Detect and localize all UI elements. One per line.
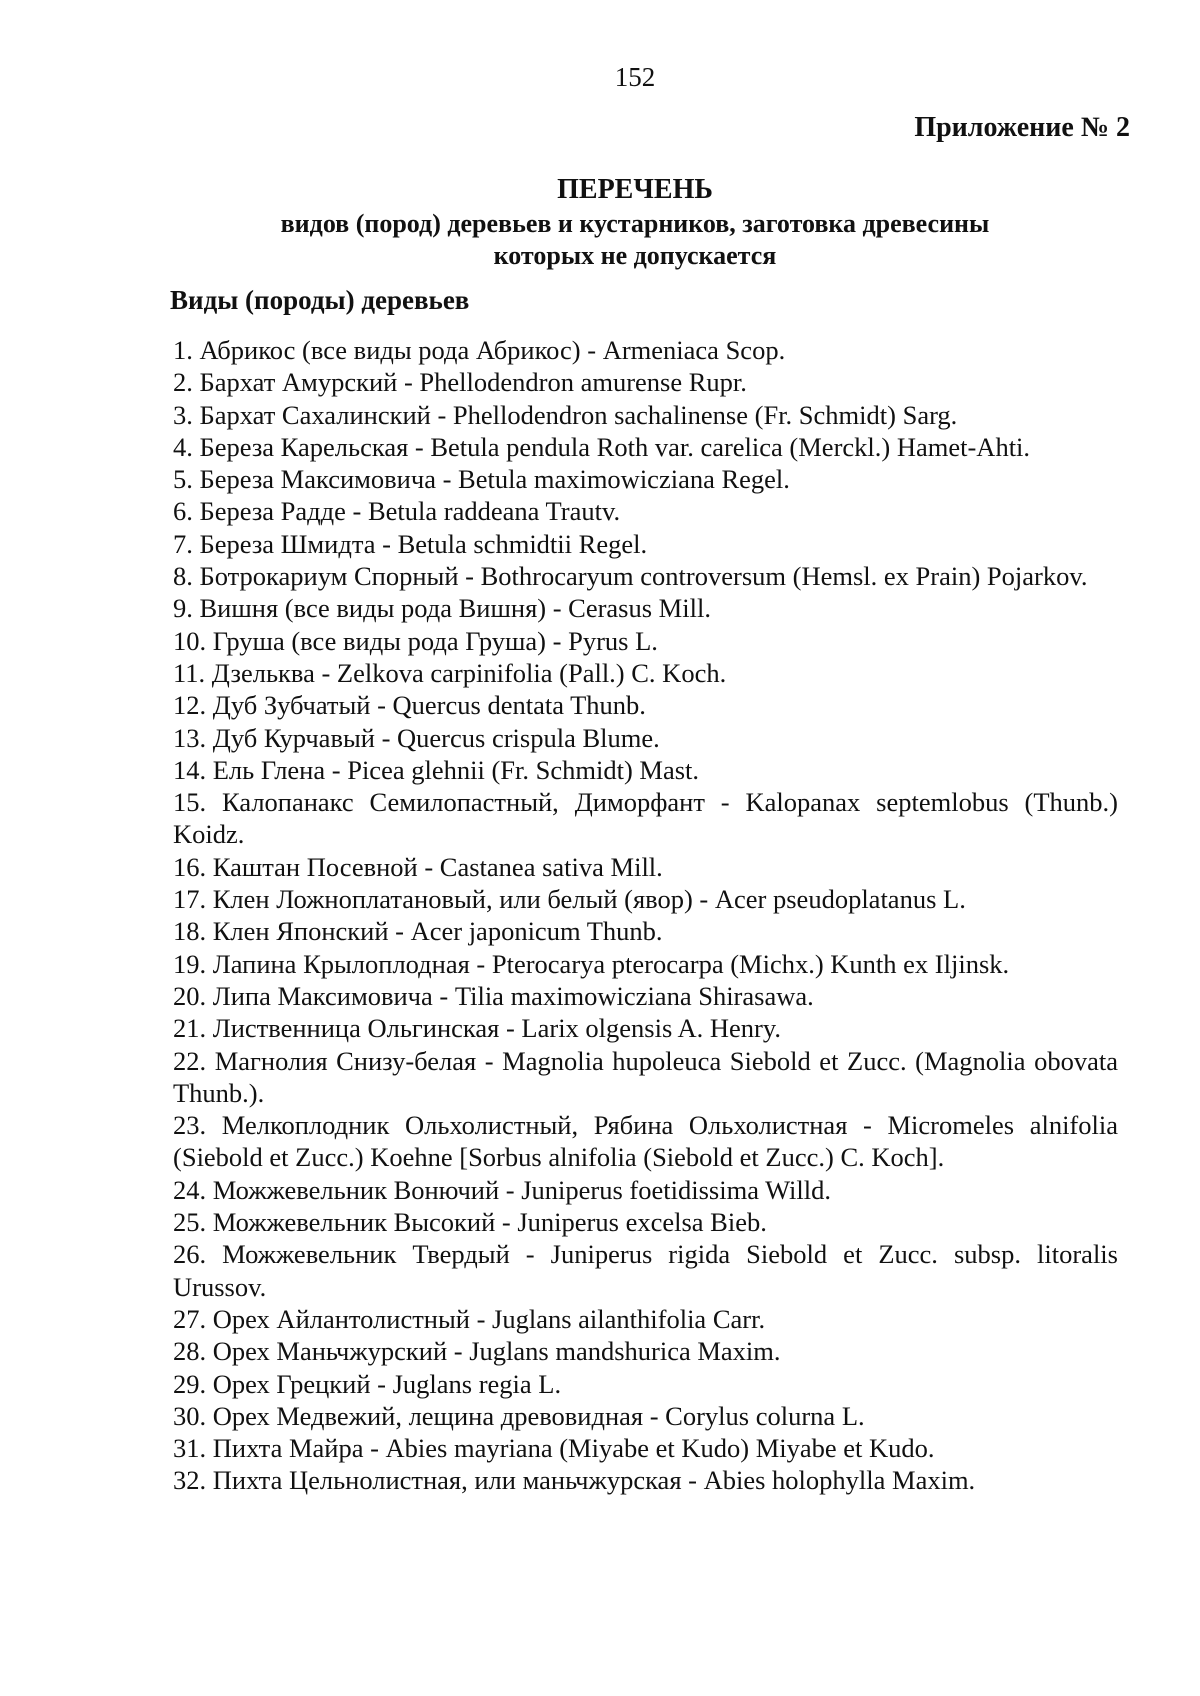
list-item: 30. Орех Медвежий, лещина древовидная - Corylus colurna L. bbox=[173, 1400, 865, 1431]
list-item: 29. Орех Грецкий - Juglans regia L. bbox=[173, 1368, 562, 1399]
list-item: 26. Можжевельник Твердый - Juniperus rigida Siebold et Zucc. subsp. litoralis Urussov. bbox=[173, 1239, 1118, 1302]
appendix-label: Приложение № 2 bbox=[914, 112, 1130, 143]
list-item: 31. Пихта Майра - Abies mayriana (Miyabe et Kudo) Miyabe et Kudo. bbox=[173, 1433, 935, 1464]
document-title bbox=[160, 172, 1110, 272]
species-list bbox=[173, 334, 1118, 1497]
list-item: 21. Лиственница Ольгинская - Larix olgensis A. Henry. bbox=[173, 1013, 781, 1044]
list-item: 8. Ботрокариум Спорный - Bothrocaryum controversum (Hemsl. ex Prain) Pojarkov. bbox=[173, 561, 1088, 592]
list-item: 14. Ель Глена - Picea glehnii (Fr. Schmidt) Mast. bbox=[173, 754, 700, 785]
list-item: 11. Дзельква - Zelkova carpinifolia (Pall.) C. Koch. bbox=[173, 657, 727, 688]
list-item: 23. Мелкоплодник Ольхолистный, Рябина Ольхолистная - Micromeles alnifolia (Siebold et Zucc.) Koehne [Sorbus alnifolia (Siebold et Zucc.) C. Koch]. bbox=[173, 1110, 1118, 1173]
list-item: 25. Можжевельник Высокий - Juniperus excelsa Bieb. bbox=[173, 1207, 767, 1238]
list-item: 4. Береза Карельская - Betula pendula Roth var. carelica (Merckl.) Hamet-Ahti. bbox=[173, 431, 1031, 462]
list-item: 12. Дуб Зубчатый - Quercus dentata Thunb. bbox=[173, 690, 646, 721]
section-heading: Виды (породы) деревьев bbox=[170, 285, 470, 315]
list-item: 2. Бархат Амурский - Phellodendron amurense Rupr. bbox=[173, 367, 747, 398]
list-item: 13. Дуб Курчавый - Quercus crispula Blume. bbox=[173, 722, 660, 753]
list-item: 16. Каштан Посевной - Castanea sativa Mill. bbox=[173, 851, 663, 882]
list-item: 1. Абрикос (все виды рода Абрикос) - Armeniaca Scop. bbox=[173, 335, 786, 365]
title-line-3: которых не допускается bbox=[493, 241, 777, 270]
title-main: ПЕРЕЧЕНЬ bbox=[557, 174, 713, 205]
page-number: 152 bbox=[614, 62, 656, 92]
list-item: 9. Вишня (все виды рода Вишня) - Cerasus Mill. bbox=[173, 593, 711, 624]
list-item: 17. Клен Ложноплатановый, или белый (явор) - Acer pseudoplatanus L. bbox=[173, 884, 966, 915]
list-item: 5. Береза Максимовича - Betula maximowicziana Regel. bbox=[173, 464, 790, 495]
list-item: 20. Липа Максимовича - Tilia maximowicziana Shirasawa. bbox=[173, 980, 814, 1011]
list-item: 19. Лапина Крылоплодная - Pterocarya pterocarpa (Michx.) Kunth ex Iljinsk. bbox=[173, 948, 1010, 979]
list-item: 18. Клен Японский - Acer japonicum Thunb. bbox=[173, 916, 663, 947]
title-line-2: видов (пород) деревьев и кустарников, заготовка древесины bbox=[280, 209, 990, 238]
list-item: 15. Калопанакс Семилопастный, Диморфант - Kalopanax septemlobus (Thunb.) Koidz. bbox=[173, 787, 1118, 850]
list-item: 3. Бархат Сахалинский - Phellodendron sachalinense (Fr. Schmidt) Sarg. bbox=[173, 399, 958, 430]
list-item: 7. Береза Шмидта - Betula schmidtii Regel. bbox=[173, 528, 648, 559]
list-item: 27. Орех Айлантолистный - Juglans ailanthifolia Carr. bbox=[173, 1303, 766, 1334]
list-item: 22. Магнолия Снизу-белая - Magnolia hupoleuca Siebold et Zucc. (Magnolia obovata Thunb.). bbox=[173, 1045, 1118, 1108]
list-item: 10. Груша (все виды рода Груша) - Pyrus L. bbox=[173, 625, 658, 656]
list-item: 6. Береза Радде - Betula raddeana Trautv. bbox=[173, 496, 621, 527]
list-item: 32. Пихта Цельнолистная, или маньчжурская - Abies holophylla Maxim. bbox=[173, 1465, 976, 1496]
list-item: 24. Можжевельник Вонючий - Juniperus foetidissima Willd. bbox=[173, 1174, 832, 1205]
list-item: 28. Орех Маньчжурский - Juglans mandshurica Maxim. bbox=[173, 1336, 781, 1367]
